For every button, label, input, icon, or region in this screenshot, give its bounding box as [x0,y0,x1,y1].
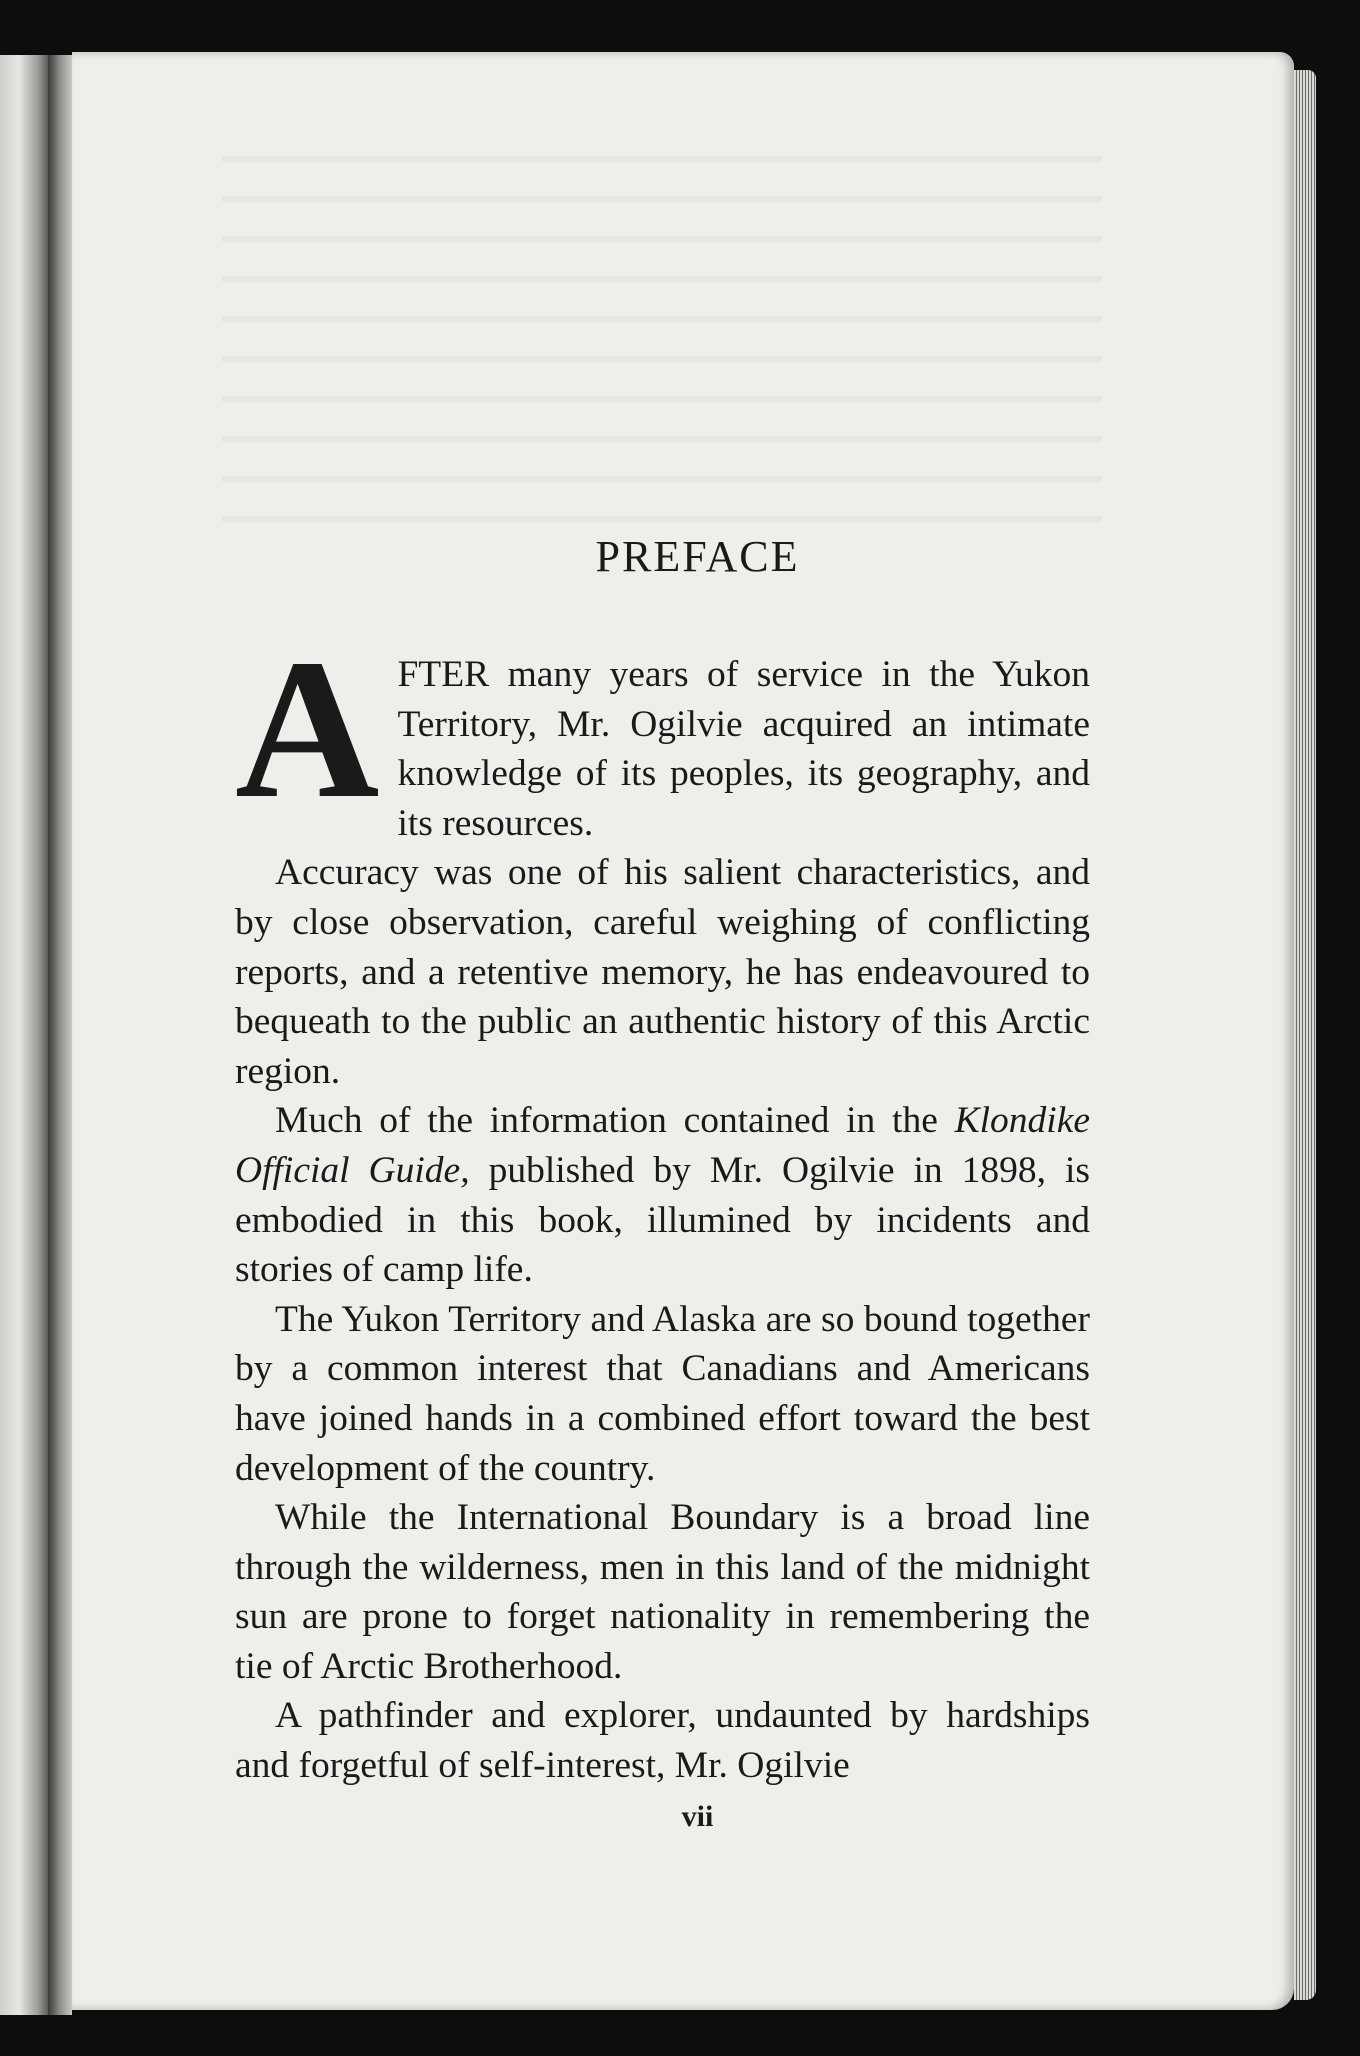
page-number: vii [681,1800,714,1833]
book-title-italic: Klondike Official Guide, [235,1100,1090,1191]
paragraph-3 [235,1096,1090,1294]
page-title: PREFACE [595,532,800,581]
page-stack-edges [1294,70,1316,2000]
paragraph-4: The Yukon Territory and Alaska are so bound together by a common interest that Canadians and Americans have joined hands in a combined effort toward the best development of the country. [235,1298,1090,1489]
previous-page-edge [0,55,48,2015]
paragraph-1 [235,619,1090,848]
show-through-text [222,122,1102,542]
preface-body [235,619,1090,1791]
paragraph-2: Accuracy was one of his salient characteristics, and by close observation, careful weighing of conflicting reports, and a retentive memory, he has endeavoured to bequeath to the public an authentic history of this Arctic region. [235,852,1090,1092]
paragraph-3-before: Much of the information contained in the [275,1100,955,1142]
book-gutter [48,55,72,2015]
paragraph-1-text: many years of service in the Yukon Territory, Mr. Ogilvie acquired an intimate knowledge of its peoples, its geography, and its resources. [397,654,1090,844]
paragraph-1-lead: FTER [397,654,490,695]
paragraph-3-after: published by Mr. Ogilvie in 1898, is embodied in this book, illumined by incidents and stories of camp life. [235,1149,1090,1291]
paragraph-5: While the International Boundary is a broad line through the wilderness, men in this land of the midnight sun are prone to forget nationality in remembering the tie of Arctic Brotherhood. [235,1497,1090,1687]
book-page [72,52,1294,2010]
drop-cap: A [235,619,380,840]
paragraph-6: A pathfinder and explorer, undaunted by hardships and forgetful of self-interest, Mr. Ogilvie [235,1695,1090,1787]
